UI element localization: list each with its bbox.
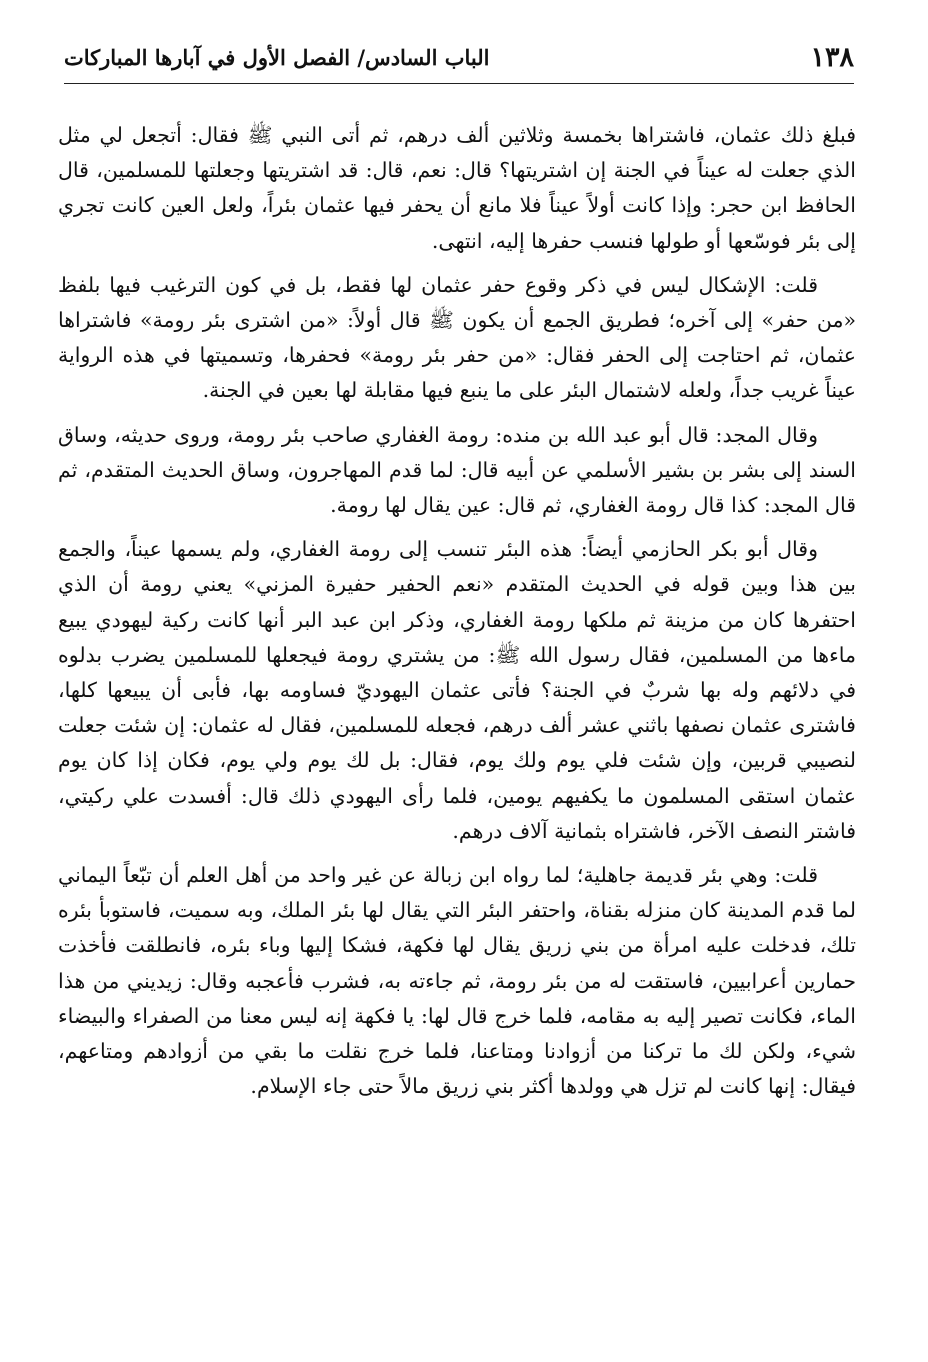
page-header: [64, 40, 854, 80]
paragraph-1: فبلغ ذلك عثمان، فاشتراها بخمسة وثلاثين ألف درهم، ثم أتى النبي ﷺ فقال: أتجعل لي مثل الذي جعلت له عيناً في الجنة إن اشتريتها؟ قال: نعم، قال: قد اشتريتها وجعلتها للمسلمين، قال الحافظ ابن حجر: وإذا كانت أولاً عيناً فلا مانع أن يحفر فيها عثمان بئراً، ولعل العين كانت تجري إلى بئر فوسّعها أو طولها فنسب حفرها إليه، انتهى.: [58, 123, 856, 253]
paragraph-5: قلت: وهي بئر قديمة جاهلية؛ لما رواه ابن زبالة عن غير واحد من أهل العلم أن تبّعاً اليماني لما قدم المدينة كان منزله بقناة، واحتفر البئر التي يقال لها بئر الملك، وبه سميت، فاستوبأ بئره تلك، فدخلت عليه امرأة من بني زريق يقال لها فكهة، فشكا إليها وباء بئره، فانطلقت فأخذت حمارين أعرابيين، فاستقت له من بئر رومة، ثم جاءته به، فشرب فأعجبه وقال: زيديني من هذا الماء، فكانت تصير إليه به مقامه، فلما خرج قال لها: يا فكهة إنه ليس معنا من الصفراء والبيضاء شيء، ولكن لك ما تركنا من أزوادنا ومتاعنا، فلما خرج نقلت ما بقي من أزوادهم ومتاعهم، فيقال: إنها كانت لم تزل هي وولدها أكثر بني زريق مالاً حتى جاء الإسلام.: [58, 863, 856, 1099]
page-number: ١٣٨: [810, 42, 854, 73]
paragraph-4: وقال أبو بكر الحازمي أيضاً: هذه البئر تنسب إلى رومة الغفاري، ولم يسمها عيناً، والجمع بين هذا وبين قوله في الحديث المتقدم «نعم الحفير حفيرة المزني» يعني رومة أن الذي احتفرها كان من مزينة ثم ملكها رومة الغفاري، وذكر ابن عبد البر أنها كانت ركية ليهودي يبيع ماءها من المسلمين، فقال رسول الله ﷺ: من يشتري رومة فيجعلها للمسلمين يضرب بدلوه في دلائهم وله بها شربٌ في الجنة؟ فأتى عثمان اليهوديّ فساومه بها، فأبى أن يبيعها كلها، فاشترى عثمان نصفها باثني عشر ألف درهم، فجعله للمسلمين، فقال له عثمان: إن شئت جعلت لنصيبي قربين، وإن شئت فلي يوم ولك يوم، فقال: بل لك يوم ولي يوم، فكان إذا كان يوم عثمان استقى المسلمون ما يكفيهم يومين، فلما رأى اليهودي ذلك قال: أفسدت علي ركيتي، فاشتر النصف الآخر، فاشتراه بثمانية آلاف درهم.: [58, 537, 856, 843]
running-title: الباب السادس/ الفصل الأول في آبارها المباركات: [64, 45, 490, 70]
paragraph-3: وقال المجد: قال أبو عبد الله بن منده: رومة الغفاري صاحب بئر رومة، وروى حديثه، وساق السند إلى بشر بن بشير الأسلمي عن أبيه قال: لما قدم المهاجرون، وساق الحديث المتقدم، ثم قال المجد: كذا قال رومة الغفاري، ثم قال: عين يقال لها رومة.: [58, 422, 856, 518]
header-divider: [64, 83, 854, 84]
paragraph-2: قلت: الإشكال ليس في ذكر وقوع حفر عثمان لها فقط، بل في كون الترغيب فيها بلفظ «من حفر» إلى آخره؛ فطريق الجمع أن يكون ﷺ قال أولاً: «من اشترى بئر رومة» فاشتراها عثمان، ثم احتاجت إلى الحفر فقال: «من حفر بئر رومة» فحفرها، وتسميتها في هذه الرواية عيناً غريب جداً، ولعله لاشتمال البئر على ما ينبع فيها مقابلة لها بعين في الجنة.: [58, 272, 856, 403]
body-text: [58, 118, 856, 1113]
